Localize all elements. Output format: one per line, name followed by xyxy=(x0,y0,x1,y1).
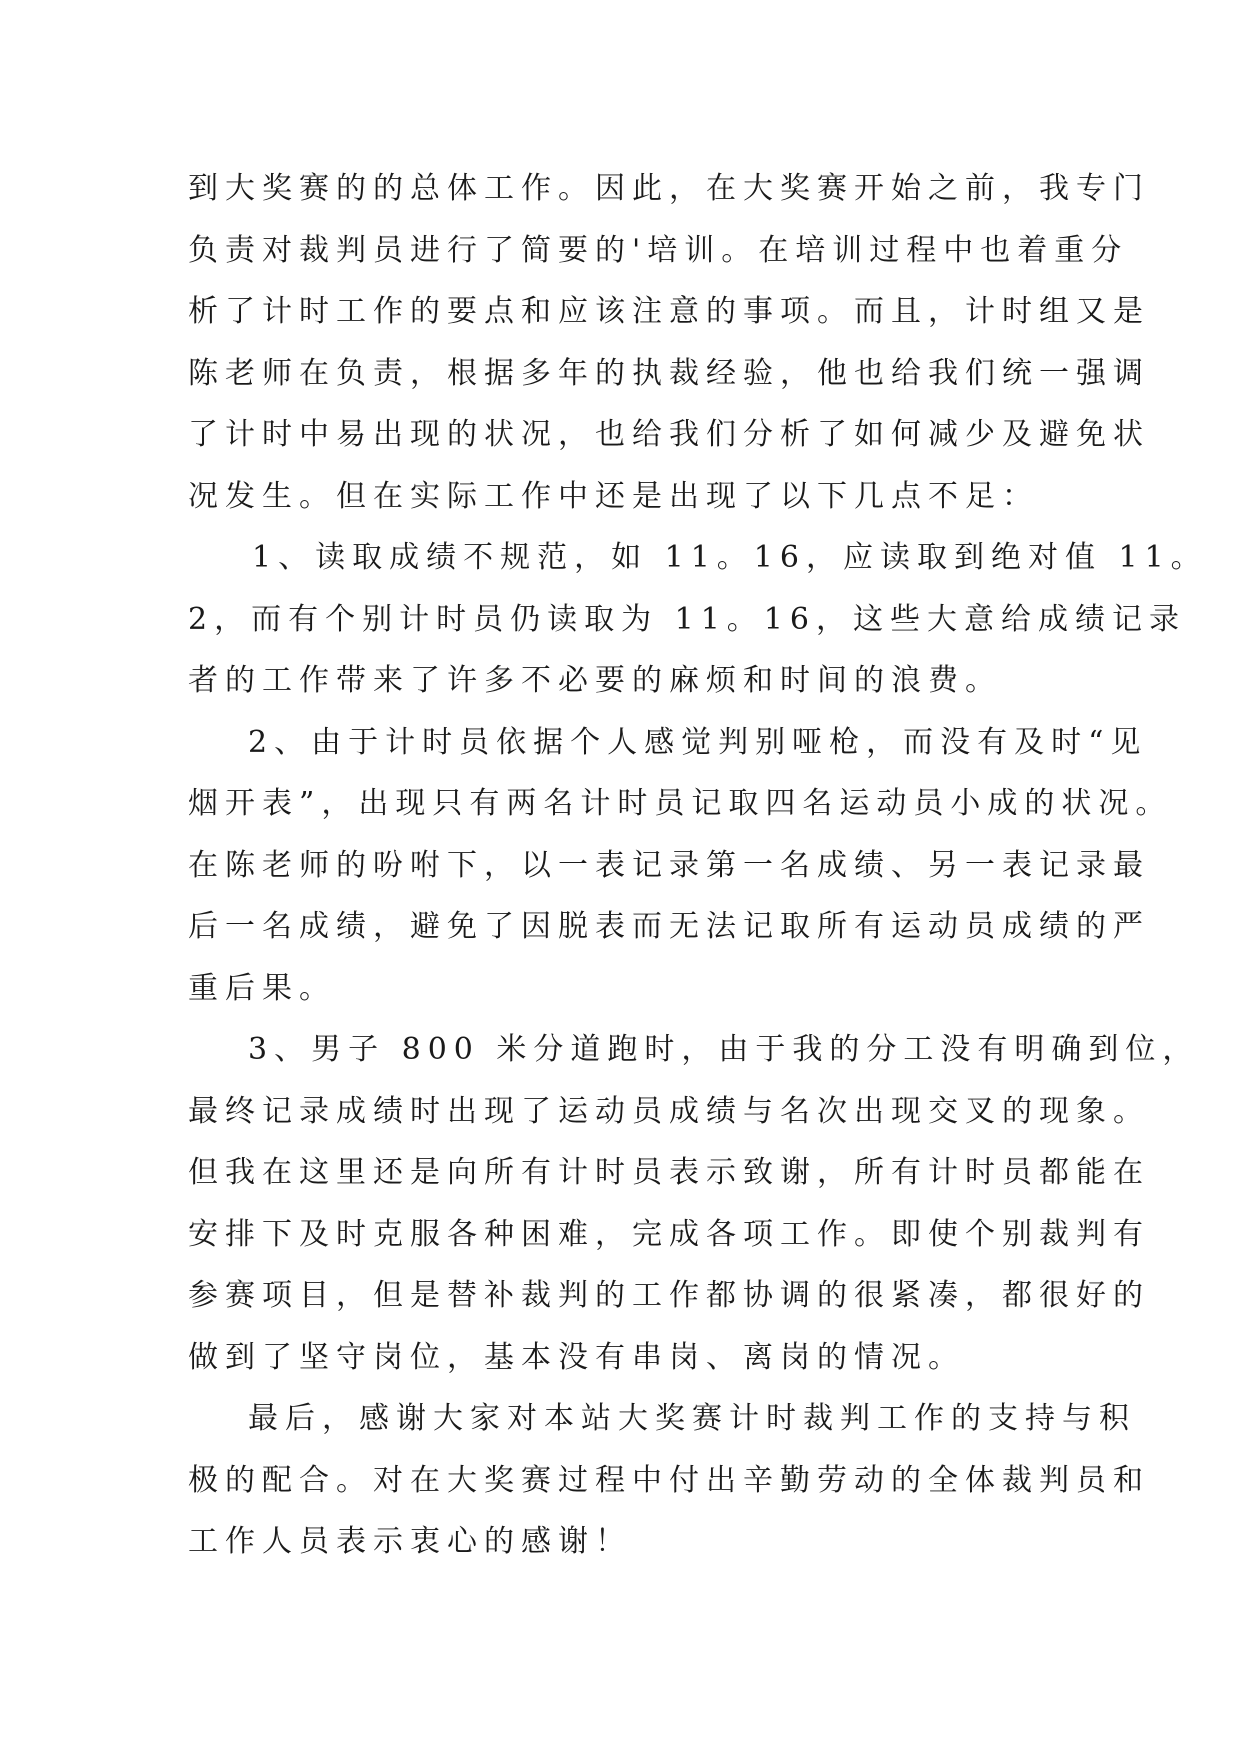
text-line-21: 最后，感谢大家对本站大奖赛计时裁判工作的支持与积 xyxy=(248,1401,1136,1436)
text-line-10: 2、由于计时员依据个人感觉判别哑枪，而没有及时“见 xyxy=(248,724,1148,760)
text-line-13: 后一名成绩，避免了因脱表而无法记取所有运动员成绩的严 xyxy=(188,909,1150,944)
text-line-7: 1、读取成绩不规范，如 11。16，应读取到绝对值 11。 xyxy=(252,540,1208,575)
text-line-18: 安排下及时克服各种困难，完成各项工作。即使个别裁判有 xyxy=(188,1216,1150,1252)
text-line-8: 2，而有个别计时员仍读取为 11。16，这些大意给成绩记录 xyxy=(188,601,1186,637)
text-line-22: 极的配合。对在大奖赛过程中付出辛勤劳动的全体裁判员和 xyxy=(188,1462,1150,1498)
text-line-12: 在陈老师的吩咐下，以一表记录第一名成绩、另一表记录最 xyxy=(188,847,1150,883)
text-line-17: 但我在这里还是向所有计时员表示致谢，所有计时员都能在 xyxy=(188,1155,1150,1190)
text-line-3: 析了计时工作的要点和应该注意的事项。而且，计时组又是 xyxy=(188,294,1150,329)
body-text xyxy=(188,158,1208,1573)
text-line-1: 到大奖赛的的总体工作。因此，在大奖赛开始之前，我专门 xyxy=(188,171,1150,206)
text-line-14: 重后果。 xyxy=(188,970,336,1006)
text-line-19: 参赛项目，但是替补裁判的工作都协调的很紧凑，都很好的 xyxy=(188,1278,1150,1313)
text-line-6: 况发生。但在实际工作中还是出现了以下几点不足： xyxy=(188,478,1039,514)
text-line-11: 烟开表”，出现只有两名计时员记取四名运动员小成的状况。 xyxy=(188,786,1173,821)
text-line-15: 3、男子 800 米分道跑时，由于我的分工没有明确到位， xyxy=(248,1032,1200,1067)
text-line-20: 做到了坚守岗位，基本没有串岗、离岗的情况。 xyxy=(188,1339,965,1375)
text-line-4: 陈老师在负责，根据多年的执裁经验，他也给我们统一强调 xyxy=(188,355,1150,391)
text-line-23: 工作人员表示衷心的感谢！ xyxy=(188,1524,632,1559)
text-line-16: 最终记录成绩时出现了运动员成绩与名次出现交叉的现象。 xyxy=(188,1093,1150,1129)
text-line-5: 了计时中易出现的状况，也给我们分析了如何减少及避免状 xyxy=(188,417,1150,452)
text-line-2: 负责对裁判员进行了简要的'培训。在培训过程中也着重分 xyxy=(188,232,1129,268)
text-line-9: 者的工作带来了许多不必要的麻烦和时间的浪费。 xyxy=(188,663,1002,698)
